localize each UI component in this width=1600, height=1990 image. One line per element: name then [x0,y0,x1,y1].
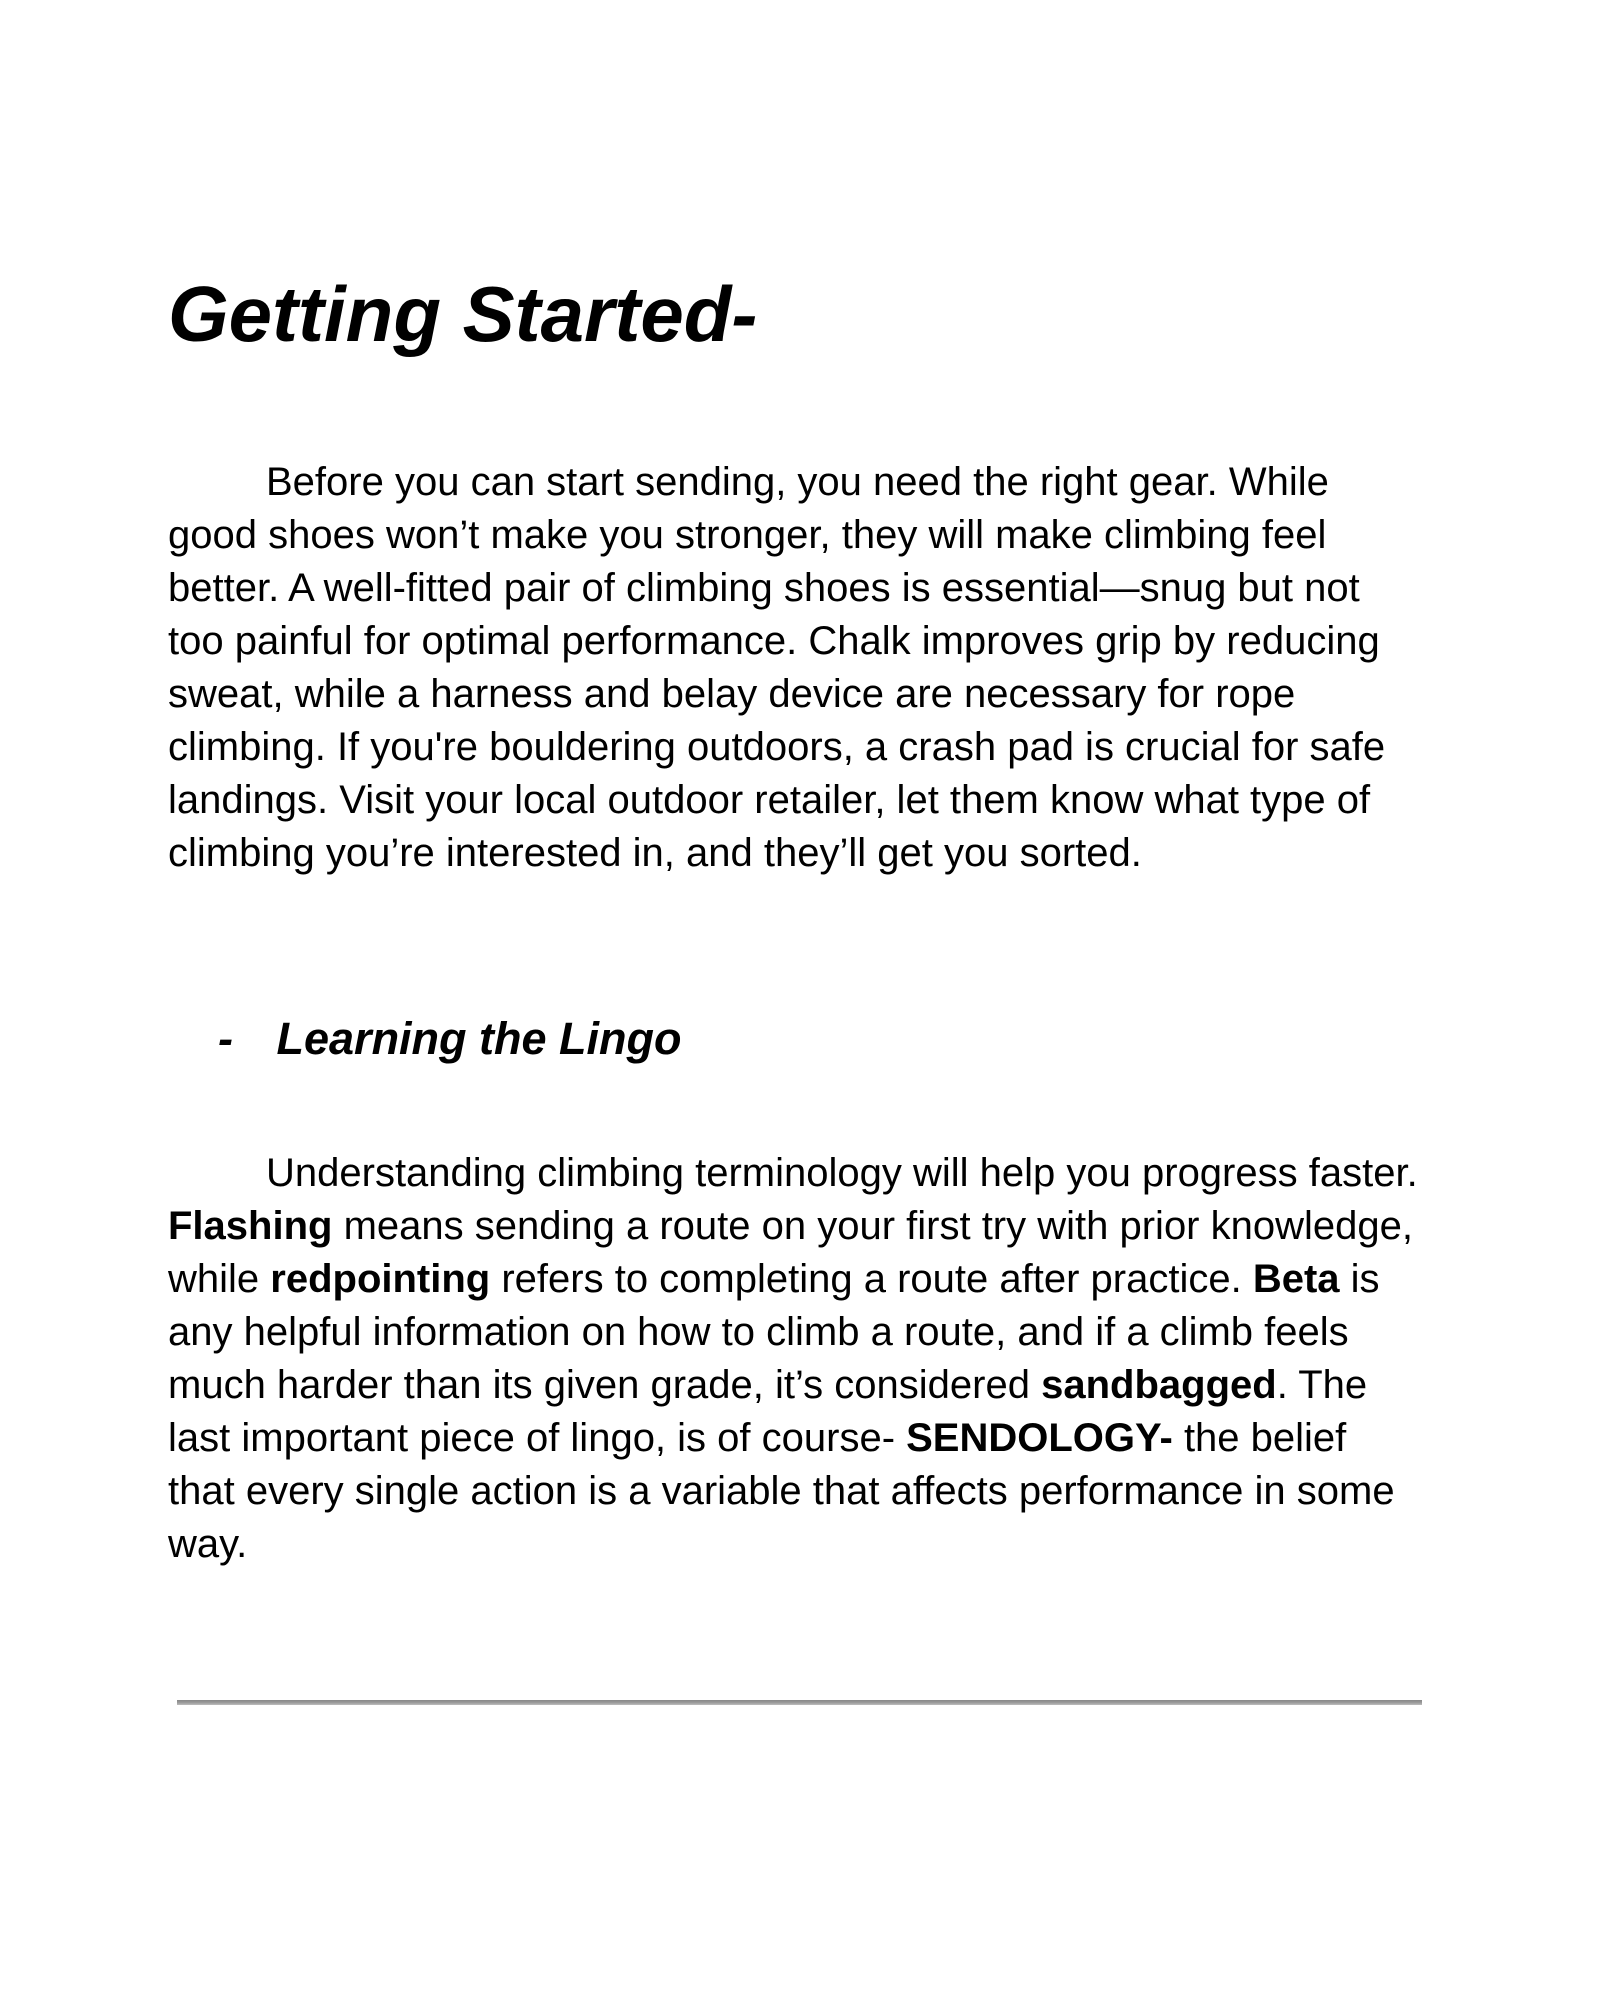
text-segment: the belief [1172,1416,1347,1460]
text-segment: too painful for optimal performance. Chalk improves grip by reducing [168,619,1380,663]
text-line [168,668,1458,721]
text-segment: better. A well-fitted pair of climbing shoes is essential—snug but not [168,566,1360,610]
text-line [168,1465,1458,1518]
text-line [168,456,1458,509]
text-segment: any helpful information on how to climb a route, and if a climb feels [168,1310,1349,1354]
lingo-paragraph [168,1147,1458,1571]
text-line [168,827,1458,880]
text-line [168,1253,1458,1306]
text-line [168,509,1458,562]
text-line [168,615,1458,668]
text-segment: Before you can start sending, you need the right gear. While [266,460,1329,504]
list-dash-bullet: - [218,1013,233,1064]
intro-paragraph [168,456,1458,880]
horizontal-rule [177,1700,1422,1705]
text-segment: much harder than its given grade, it’s considered [168,1363,1042,1407]
bold-term: Beta [1252,1257,1340,1301]
text-segment: that every single action is a variable that affects performance in some [168,1469,1395,1513]
text-line [168,1359,1458,1412]
page-title: Getting Started- [168,270,758,358]
text-line [168,721,1458,774]
text-segment: landings. Visit your local outdoor retailer, let them know what type of [168,778,1371,822]
subheading-label: Learning the Lingo [276,1013,682,1064]
text-segment: good shoes won’t make you stronger, they will make climbing feel [168,513,1327,557]
text-segment: climbing you’re interested in, and they’ll get you sorted. [168,831,1142,875]
text-segment: . The [1276,1363,1368,1407]
text-segment: way. [168,1522,248,1566]
text-segment: climbing. If you're bouldering outdoors, a crash pad is crucial for safe [168,725,1386,769]
text-segment: last important piece of lingo, is of course- [168,1416,907,1460]
bold-term: sandbagged [1041,1363,1277,1407]
text-segment: Understanding climbing terminology will help you progress faster. [266,1151,1418,1195]
bold-term: redpointing [270,1257,491,1301]
text-segment: is [1339,1257,1380,1301]
text-line [168,1147,1458,1200]
text-line [168,1200,1458,1253]
subheading [168,1012,682,1066]
text-segment: refers to completing a route after practice. [490,1257,1253,1301]
bold-term: Flashing [168,1204,333,1248]
text-segment: means sending a route on your first try with prior knowledge, [332,1204,1413,1248]
text-segment: sweat, while a harness and belay device are necessary for rope [168,672,1296,716]
text-line [168,1518,1458,1571]
text-line [168,562,1458,615]
text-line [168,1306,1458,1359]
text-line [168,1412,1458,1465]
text-segment: while [168,1257,271,1301]
text-line [168,774,1458,827]
bold-term: SENDOLOGY- [906,1416,1173,1460]
